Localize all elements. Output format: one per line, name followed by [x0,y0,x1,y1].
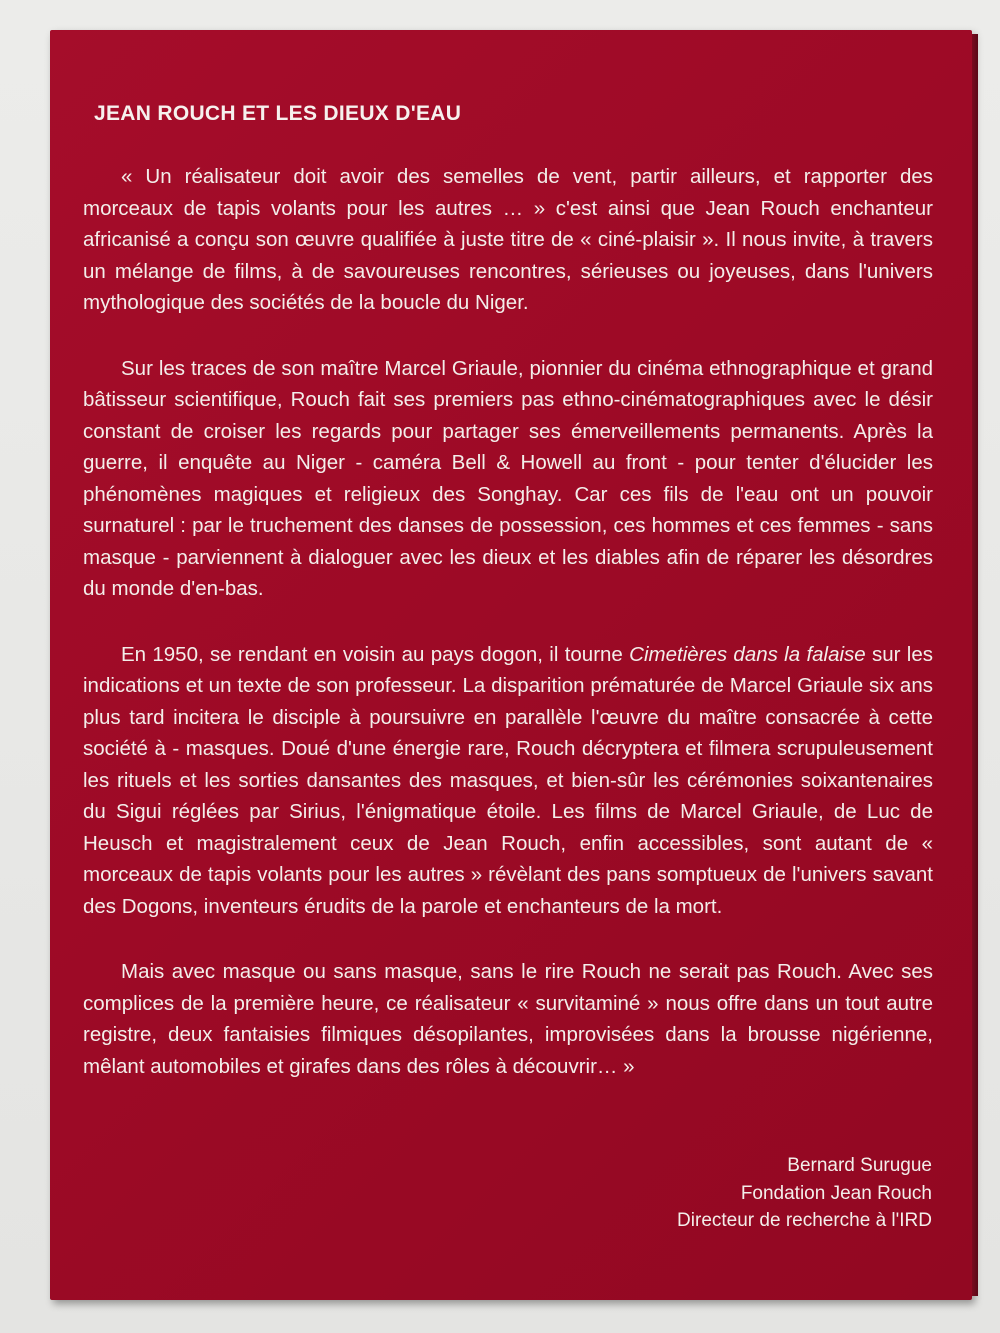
book-title: JEAN ROUCH ET LES DIEUX D'EAU [94,102,462,125]
author-organization: Fondation Jean Rouch [740,1182,932,1204]
author-name: Bernard Surugue [787,1155,932,1176]
author-role: Directeur de recherche à l'IRD [677,1210,932,1231]
paragraph-2: Sur les traces de son maître Marcel Griaule, pionnier du cinéma ethnographique et grand bâtisseur scientifique, Rouch fait ses premiers pas ethno-cinématographiques avec le désir constant de croiser les regards pour partager ses émerveillements permanents. Après la guerre, il enquête au Niger - caméra Bell & Howell au front - pour tenter d'élucider les phénomènes magiques et religieux des Songhay. Car ces fils de l'eau ont un pouvoir surnaturel : par le truchement des danses de possession, ces hommes et ces femmes - sans masque - parviennent à dialoguer avec les dieux et les diables afin de réparer les désordres du monde d'en-bas. [83,356,933,600]
paragraph-1: « Un réalisateur doit avoir des semelles de vent, partir ailleurs, et rapporter des morceaux de tapis volants pour les autres … » c'est ainsi que Jean Rouch enchanteur africanisé a conçu son œuvre qualifiée à juste titre de « ciné-plaisir ». Il nous invite, à travers un mélange de films, à de savoureuses rencontres, sérieuses ou joyeuses, dans l'univers mythologique des sociétés de la boucle du Niger. [83,165,933,314]
paragraph-3-rest: sur les indications et un texte de son professeur. La disparition prématurée de Marcel Griaule six ans plus tard incitera le disciple à poursuivre en parallèle l'œuvre du maître consacrée à cette société à - masques. Doué d'une énergie rare, Rouch décryptera et filmera scrupuleusement les rituels et les sorties dansantes des masques, et bien-sûr les cérémonies soixantenaires du Sigui réglées par Sirius, l'énigmatique étoile. Les films de Marcel Griaule, de Luc de Heusch et magistralement ceux de Jean Rouch, enfin accessibles, sont autant de « morceaux de tapis volants pour les autres » révèlant des pans somptueux de l'univers savant des Dogons, inventeurs érudits de la parole et enchanteurs de la mort. [83,642,933,918]
film-title-italic: Cimetières dans la falaise [629,642,866,666]
paragraph-3 [83,639,933,923]
signature-block [677,1152,932,1235]
paragraph-4: Mais avec masque ou sans masque, sans le rire Rouch ne serait pas Rouch. Avec ses complices de la première heure, ce réalisateur « survitaminé » nous offre dans un tout autre registre, deux fantaisies filmiques désopilantes, improvisées dans la brousse nigérienne, mêlant automobiles et girafes dans des rôles à découvrir… » [83,960,933,1078]
paragraph-3-lead: En 1950, se rendant en voisin au pays dogon, il tourne [121,642,630,666]
cover-text-body [83,161,933,1116]
book-back-cover [50,30,972,1300]
